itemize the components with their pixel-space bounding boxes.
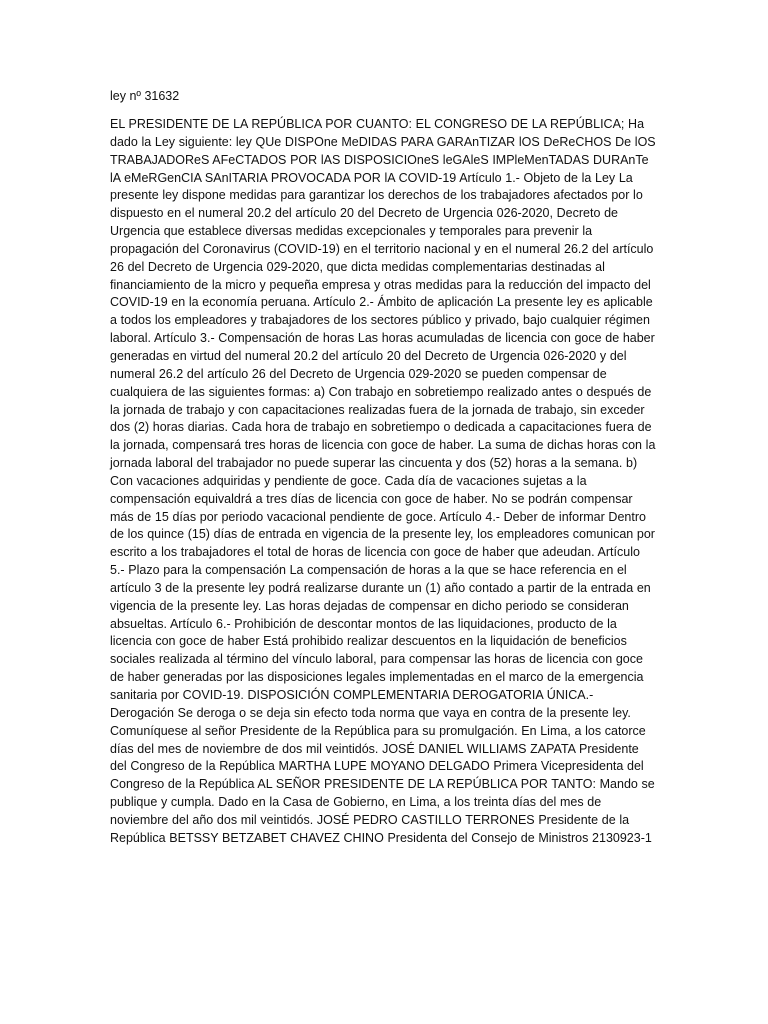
- law-body-text: EL PRESIDENTE DE LA REPÚBLICA POR CUANTO: EL CONGRESO DE LA REPÚBLICA; Ha dado la Ley siguiente: ley QUe DISPOne MeDIDAS PARA GARAnTIZAR lOS DeReCHOS De lOS TRABAJADOReS AFeCTADOS POR lAS DISPOSICIOneS leGAleS IMPleMenTADAS DURAnTe lA eMeRGenCIA SAnITARIA PROVOCADA POR lA COVID-19 Artículo 1.- Objeto de la Ley La presente ley dispone medidas para garantizar los derechos de los trabajadores afectados por lo dispuesto en el numeral 20.2 del artículo 20 del Decreto de Urgencia 026-2020, Decreto de Urgencia que establece diversas medidas excepcionales y temporales para prevenir la propagación del Coronavirus (COVID-19) en el territorio nacional y en el numeral 26.2 del artículo 26 del Decreto de Urgencia 029-2020, que dicta medidas complementarias destinadas al financiamiento de la micro y pequeña empresa y otras medidas para la reducción del impacto del COVID-19 en la economía peruana. Artículo 2.- Ámbito de aplicación La presente ley es aplicable a todos los empleadores y trabajadores de los sectores público y privado, bajo cualquier régimen laboral. Artículo 3.- Compensación de horas Las horas acumuladas de licencia con goce de haber generadas en virtud del numeral 20.2 del artículo 20 del Decreto de Urgencia 026-2020 y del numeral 26.2 del artículo 26 del Decreto de Urgencia 029-2020 se pueden compensar de cualquiera de las siguientes formas: a) Con trabajo en sobretiempo realizado antes o después de la jornada de trabajo y con capacitaciones realizadas fuera de la jornada de trabajo, sin exceder dos (2) horas diarias. Cada hora de trabajo en sobretiempo o dedicada a capacitaciones fuera de la jornada, compensará tres horas de licencia con goce de haber. La suma de dichas horas con la jornada laboral del trabajador no puede superar las cincuenta y dos (52) horas a la semana. b) Con vacaciones adquiridas y pendiente de goce. Cada día de vacaciones sujetas a la compensación equivaldrá a tres días de licencia con goce de haber. No se podrán compensar más de 15 días por periodo vacacional pendiente de goce. Artículo 4.- Deber de informar Dentro de los quince (15) días de entrada en vigencia de la presente ley, los empleadores comunican por escrito a los trabajadores el total de horas de licencia con goce de haber que adeudan. Artículo 5.- Plazo para la compensación La compensación de horas a la que se hace referencia en el artículo 3 de la presente ley podrá realizarse durante un (1) año contado a partir de la entrada en vigencia de la presente ley. Las horas dejadas de compensar en dicho periodo se consideran absueltas. Artículo 6.- Prohibición de descontar montos de las liquidaciones, producto de la licencia con goce de haber Está prohibido realizar descuentos en la liquidación de beneficios sociales realizada al término del vínculo laboral, para compensar las horas de licencia con goce de haber generadas por las disposiciones legales implementadas en el marco de la emergencia sanitaria por COVID-19. DISPOSICIÓN COMPLEMENTARIA DEROGATORIA ÚNICA.- Derogación Se deroga o se deja sin efecto toda norma que vaya en contra de la presente ley. Comuníquese al señor Presidente de la República para su promulgación. En Lima, a los catorce días del mes de noviembre de dos mil veintidós. JOSÉ DANIEL WILLIAMS ZAPATA Presidente del Congreso de la República MARTHA LUPE MOYANO DELGADO Primera Vicepresidenta del Congreso de la República AL SEÑOR PRESIDENTE DE LA REPÚBLICA POR TANTO: Mando se publique y cumpla. Dado en la Casa de Gobierno, en Lima, a los treinta días del mes de noviembre del año dos mil veintidós. JOSÉ PEDRO CASTILLO TERRONES Presidente de la República BETSSY BETZABET CHAVEZ CHINO Presidenta del Consejo de Ministros 2130923-1: [110, 117, 656, 845]
- document-page: [110, 84, 658, 848]
- law-title: ley nº 31632: [110, 89, 180, 103]
